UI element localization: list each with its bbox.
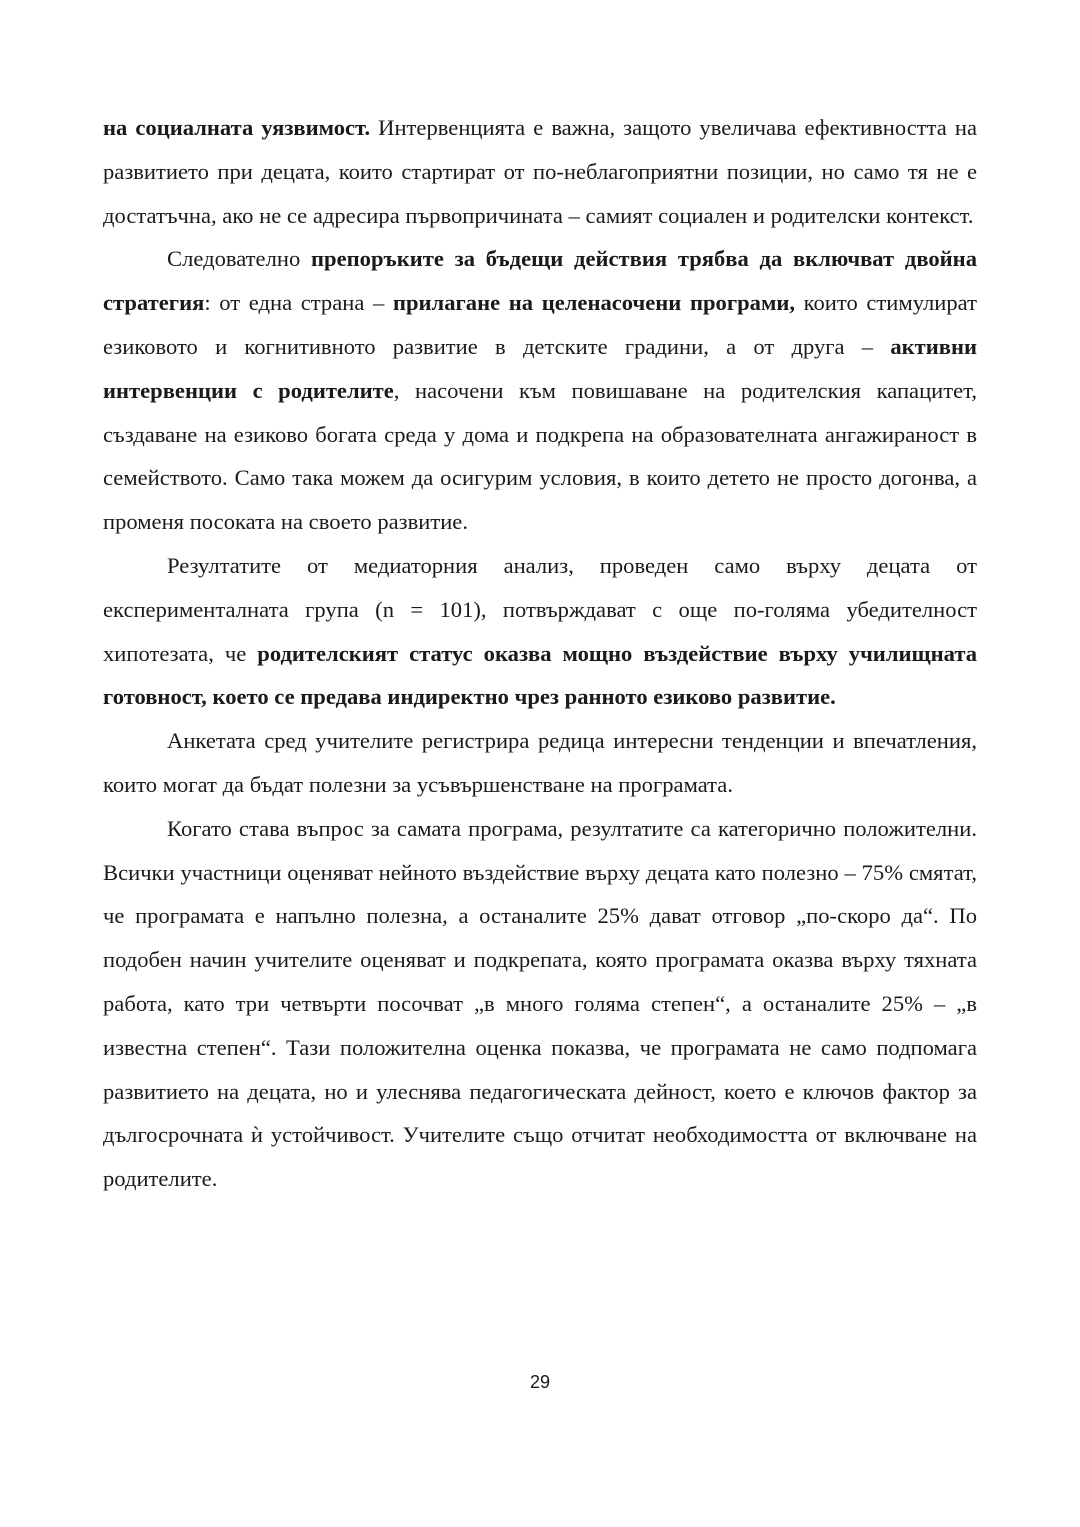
paragraph-run: на социалната уязвимост.: [103, 115, 371, 140]
paragraph-social-vulnerability: [103, 106, 977, 237]
paragraph-run: активни интервенции с родителите: [103, 333, 977, 403]
paragraph-recommendations: [103, 237, 977, 544]
page-number: 29: [529, 1372, 551, 1392]
paragraph-teacher-survey: [103, 719, 977, 807]
paragraph-run: Анкетата сред учителите регистрира редица интересни тенденции и впечатления, които могат да бъдат полезни за усъвършенстване на програмата.: [103, 728, 977, 797]
paragraph-mediation-analysis: [103, 544, 977, 719]
paragraph-run: Резултатите от медиаторния анализ, проведен само върху децата от експерименталната група (n = 101), потвърждават с още по-голяма убедителност хипотезата, че: [103, 552, 977, 666]
paragraph-run: Когато става въпрос за самата програма, резултатите са категорично положителни. Всички участници оценяват нейното въздействие върху децата като полезно – 75% смятат, че програмата е напълно полезна, а останалите 25% дават отговор „по-скоро да“. По подобен начин учителите оценяват и подкрепата, която програмата оказва върху тяхната работа, като три четвърти посочват „в много голяма степен“, а останалите 25% – „в известна степен“. Тази положителна оценка показва, че програмата не само подпомага развитието на децата, но и улеснява педагогическата дейност, което е ключов фактор за дългосрочната ѝ устойчивост. Учителите също отчитат необходимостта от включване на родителите.: [103, 815, 977, 1192]
paragraph-run: Следователно: [167, 246, 312, 272]
paragraph-run: : от една страна –: [204, 290, 393, 316]
paragraph-run: Интервенцията е важна, защото увеличава ефективността на развитието при децата, които стартират от по-неблагоприятни позиции, но само тя не е достатъчна, ако не се адресира първопричината – самият социален и родителски контекст.: [103, 115, 978, 228]
document-body: [103, 106, 977, 1201]
paragraph-run: родителският статус оказва мощно въздействие върху училищната готовност, което се предава индиректно чрез ранното езиково развитие.: [103, 640, 977, 710]
paragraph-run: които стимулират езиковото и когнитивното развитие в детските градини, а от друга –: [103, 290, 977, 359]
paragraph-run: , насочени към повишаване на родителския капацитет, създаване на езиково богата среда у дома и подкрепа на образователната ангажираност в семейството. Само така можем да осигурим условия, в които детето не просто догонва, а променя посоката на своето развитие.: [103, 377, 977, 535]
paragraph-program-evaluation: [103, 807, 977, 1201]
paragraph-run: препоръките за бъдещи действия трябва да включват двойна стратегия: [103, 246, 977, 316]
paragraph-run: прилагане на целенасочени програми,: [392, 290, 796, 316]
